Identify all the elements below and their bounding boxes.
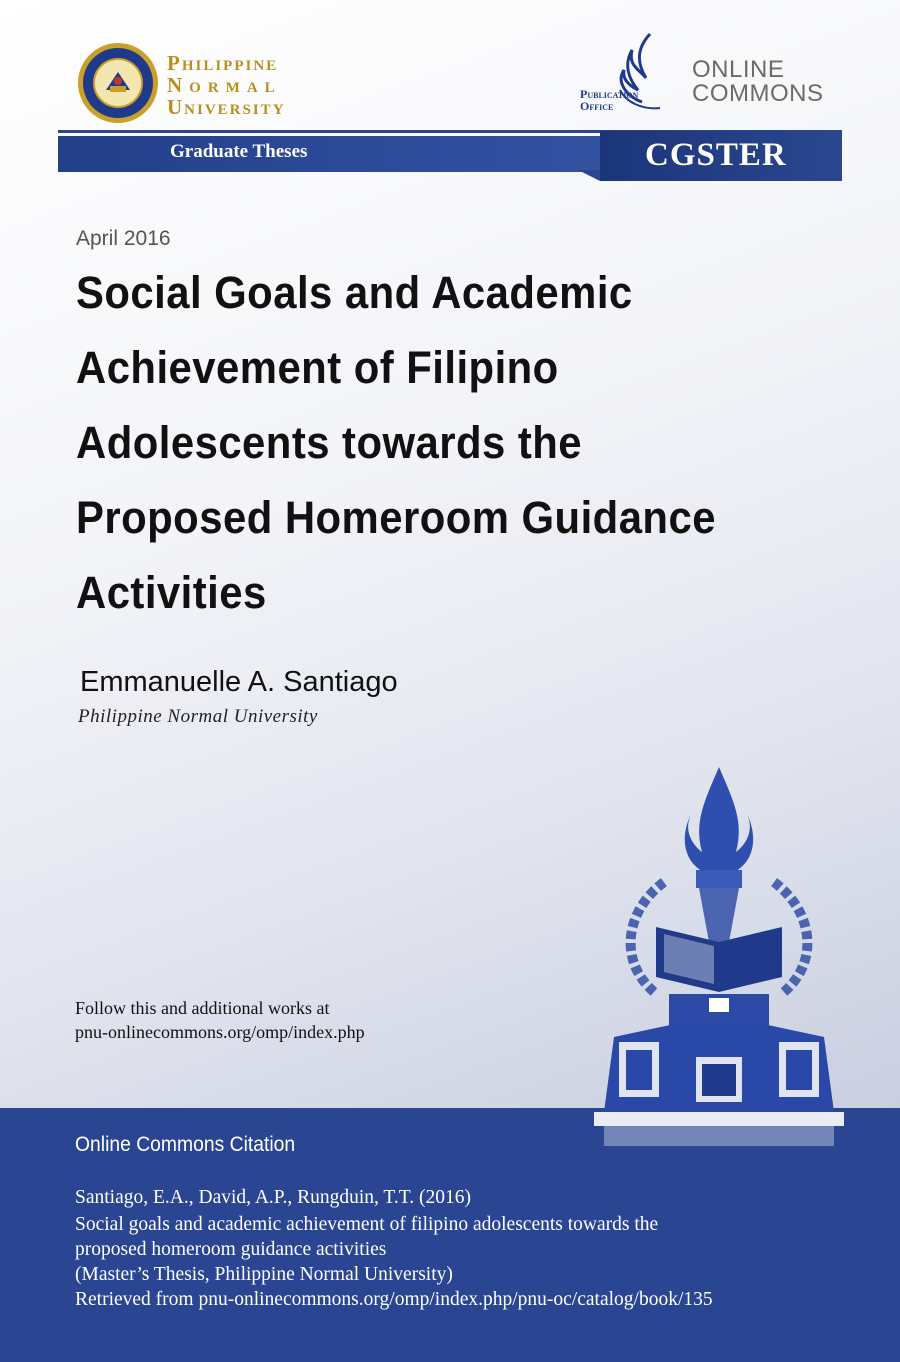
citation-text bbox=[75, 1185, 713, 1312]
online-commons-wordmark bbox=[692, 58, 824, 106]
author-affiliation: Philippine Normal University bbox=[78, 706, 318, 727]
publication-office-label bbox=[580, 88, 638, 112]
series-tab-notch bbox=[578, 170, 600, 181]
follow-text: Follow this and additional works at bbox=[75, 998, 330, 1018]
torch-book-monument-icon bbox=[584, 762, 854, 1167]
citation-link[interactable]: Retrieved from pnu-onlinecommons.org/omp/index.php/pnu-oc/catalog/book/135 bbox=[75, 1289, 713, 1310]
series-code: CGSTER bbox=[645, 137, 787, 173]
follow-link[interactable]: pnu-onlinecommons.org/omp/index.php bbox=[75, 1022, 365, 1042]
publication-date: April 2016 bbox=[76, 227, 171, 250]
publication-office-line-2: Office bbox=[580, 99, 614, 113]
online-commons-line-2: COMMONS bbox=[692, 80, 824, 107]
citation-line: Social goals and academic achievement of filipino adolescents towards the bbox=[75, 1214, 659, 1235]
institution-name bbox=[167, 52, 286, 118]
institution-line-2: Normal bbox=[167, 73, 282, 97]
thesis-title: Social Goals and Academic Achievement of Filipino Adolescents towards the Proposed Homeroom Guidance Activities bbox=[76, 267, 716, 618]
citation-heading: Online Commons Citation bbox=[75, 1133, 296, 1156]
citation-line: proposed homeroom guidance activities bbox=[75, 1239, 387, 1260]
collection-label: Graduate Theses bbox=[170, 141, 308, 162]
author-name: Emmanuelle A. Santiago bbox=[80, 666, 398, 698]
online-commons-line-1: ONLINE bbox=[692, 56, 785, 83]
pnu-seal-icon bbox=[77, 42, 159, 124]
follow-note bbox=[75, 996, 365, 1044]
institution-line-1: Philippine bbox=[167, 51, 279, 75]
citation-line: Santiago, E.A., David, A.P., Rungduin, T.T. (2016) bbox=[75, 1187, 471, 1208]
publication-office-line-1: Publication bbox=[580, 87, 639, 101]
institution-line-3: University bbox=[167, 95, 286, 119]
citation-line: (Master’s Thesis, Philippine Normal University) bbox=[75, 1264, 453, 1285]
